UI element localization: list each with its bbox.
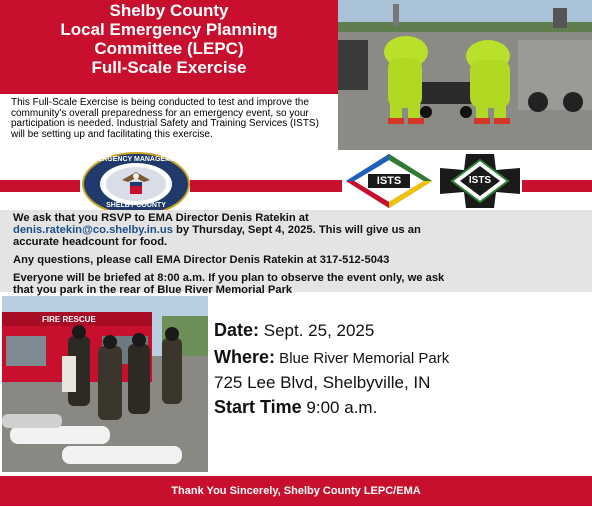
event-details (214, 318, 584, 420)
where-row (214, 345, 584, 371)
title-line: Shelby County (109, 1, 229, 20)
date-label: Date: (214, 320, 260, 340)
rsvp-line (13, 224, 579, 236)
title-line: Full-Scale Exercise (91, 58, 247, 77)
briefing-line: Everyone will be briefed at 8:00 a.m. If you plan to observe the event only, we ask (13, 272, 445, 284)
hazmat-photo (338, 0, 592, 150)
rsvp-text: We ask that you RSVP to EMA Director Denis Ratekin at (13, 212, 309, 224)
red-stripe-mid (190, 180, 342, 192)
rsvp-section (0, 210, 592, 296)
red-stripe-left (0, 180, 80, 192)
where-value: Blue River Memorial Park (275, 350, 450, 367)
rsvp-email-link[interactable]: denis.ratekin@co.shelby.in.us (13, 224, 173, 236)
rsvp-line: accurate headcount for food. (13, 236, 168, 248)
rsvp-line (13, 212, 579, 224)
ists-diamond-logo (344, 152, 434, 210)
fire-rescue-photo (2, 296, 208, 472)
truck-sign-text: FIRE RESCUE (42, 315, 96, 324)
ema-seal-bottom-text: SHELBY COUNTY (106, 202, 166, 209)
intro-text: This Full-Scale Exercise is being conducted to test and improve the community’s overall preparedness for an emergency event, so your participation is needed. Industrial Safety and Training Services (ISTS) will be setting up and facilitating this exercise. (7, 96, 337, 148)
where-label: Where: (214, 347, 276, 367)
title-line: Committee (LEPC) (94, 39, 244, 58)
ema-seal-logo (82, 152, 190, 216)
title-line: Local Emergency Planning (60, 20, 278, 39)
rsvp-deadline-text: by Thursday, Sept 4, 2025. This will give us an (172, 224, 421, 236)
hazmat-photo-art (338, 0, 592, 150)
briefing-line: that you park in the rear of Blue River Memorial Park (13, 284, 293, 296)
date-row (214, 318, 584, 343)
date-value: Sept. 25, 2025 (259, 321, 375, 340)
address-row: 725 Lee Blvd, Shelbyville, IN (214, 373, 431, 392)
footer-banner: Thank You Sincerely, Shelby County LEPC/EMA (0, 476, 592, 506)
start-time-label: Start Time (214, 397, 302, 417)
ists-cross-logo (438, 152, 522, 210)
ema-seal-top-text: EMERGENCY MANAGEMENT (87, 156, 185, 163)
ists-cross-text: ISTS (468, 175, 492, 186)
title-banner (0, 0, 338, 94)
start-time-row (214, 395, 584, 420)
ists-diamond-text: ISTS (376, 175, 402, 187)
red-stripe-right (522, 180, 592, 192)
questions-line: Any questions, please call EMA Director Denis Ratekin at 317-512-5043 (13, 254, 390, 266)
start-time-value: 9:00 a.m. (301, 398, 378, 417)
